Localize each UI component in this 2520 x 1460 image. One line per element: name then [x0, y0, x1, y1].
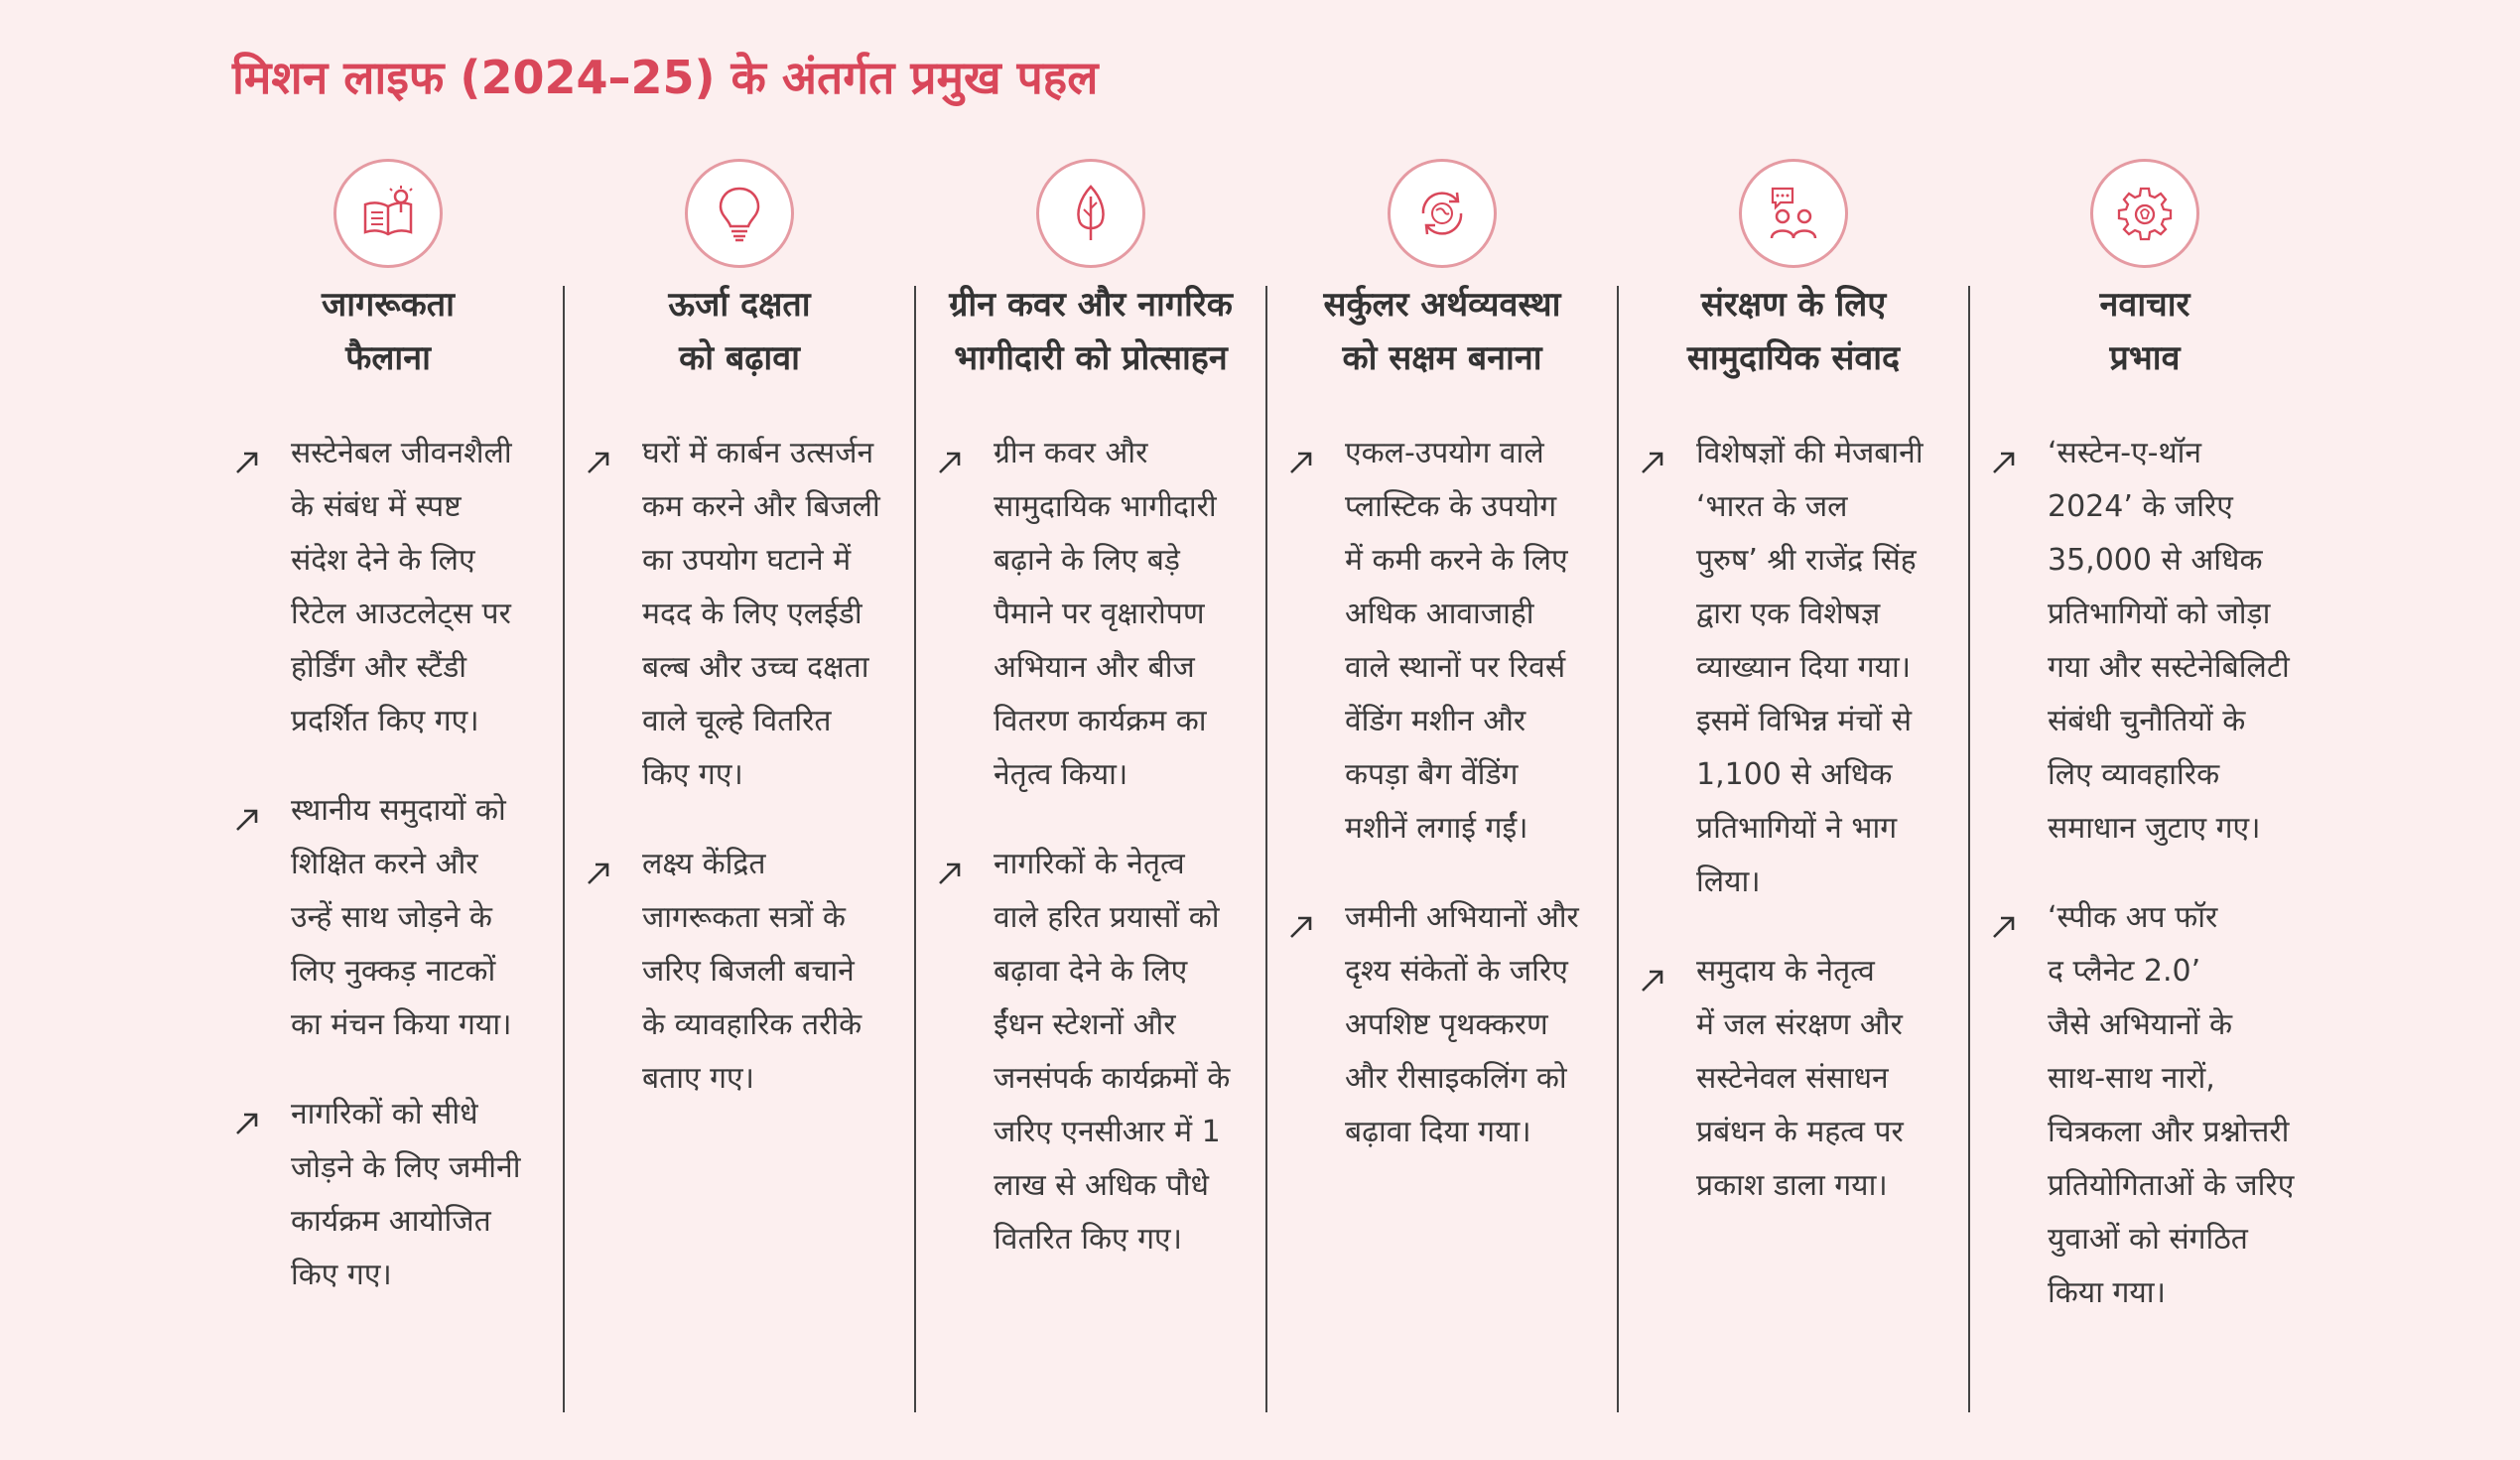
item-text-line: ‘स्पीक अप फॉर [2048, 900, 2218, 935]
item-text-line: युवाओं को संगठित [2048, 1222, 2248, 1257]
item-text-line: बढ़ावा देने के लिए [994, 954, 1188, 989]
item-text-line: ‘सस्टेन-ए-थॉन [2048, 436, 2202, 470]
item-text-line: साथ-साथ नारों, [2048, 1061, 2215, 1096]
initiative-column [1267, 157, 1617, 1419]
item-text-line: लिया। [1696, 864, 1761, 899]
item-text-line: बढ़ाने के लिए बड़े [994, 543, 1180, 578]
item-text-line: में कमी करने के लिए [1345, 543, 1568, 578]
item-text-line: ‘भारत के जल [1696, 489, 1848, 524]
item-text-line: इसमें विभिन्न मंचों से [1696, 704, 1913, 738]
bullet-list [1990, 427, 2318, 1356]
arrow-up-right-icon [1639, 441, 1666, 468]
arrow-up-right-icon [936, 441, 964, 468]
column-divider [1617, 286, 1619, 1412]
bullet-list [233, 427, 561, 1338]
item-text-line: घरों में कार्बन उत्सर्जन [642, 436, 874, 470]
initiative-column [565, 157, 914, 1419]
item-text-line: किए गए। [291, 1258, 392, 1292]
item-text-line: जैसे अभियानों के [2048, 1007, 2233, 1042]
item-text-line: कम करने और बिजली [642, 489, 880, 524]
list-item [1639, 427, 1966, 909]
item-text-line: जमीनी अभियानों और [1345, 900, 1579, 935]
arrow-up-right-icon [1287, 441, 1315, 468]
column-heading-line: नवाचार [2099, 285, 2190, 325]
column-divider [1968, 286, 1970, 1412]
column-heading [213, 278, 563, 385]
item-text-line: 35,000 से अधिक [2048, 543, 2263, 578]
item-text-line: 2024’ के जरिए [2048, 489, 2233, 524]
list-item [1990, 427, 2318, 856]
list-item [233, 784, 561, 1052]
item-text-line: अभियान और बीज [994, 650, 1195, 685]
column-divider [563, 286, 565, 1412]
column-heading-line: ग्रीन कवर और नागरिक [949, 285, 1233, 325]
item-text-line: वाले स्थानों पर रिवर्स [1345, 650, 1566, 685]
item-text-line: नेतृत्व किया। [994, 757, 1128, 792]
lightbulb-icon [685, 159, 794, 268]
initiative-column [1970, 157, 2320, 1419]
book-bulb-icon [333, 159, 443, 268]
column-heading-line: जागरूकता [322, 285, 455, 325]
item-text-line: के संबंध में स्पष्ट [291, 489, 462, 524]
item-text-line: वितरित किए गए। [994, 1222, 1183, 1257]
item-text-line: में जल संरक्षण और [1696, 1007, 1903, 1042]
item-text-line: रिटेल आउटलेट्स पर [291, 597, 511, 631]
item-text-line: व्याख्यान दिया गया। [1696, 650, 1912, 685]
community-chat-icon [1739, 159, 1848, 268]
arrow-up-right-icon [585, 441, 612, 468]
item-text-line: जरिए एनसीआर में 1 [994, 1115, 1221, 1149]
item-text-line: 1,100 से अधिक [1696, 757, 1893, 792]
item-text-line: सस्टेनेवल संसाधन [1696, 1061, 1889, 1096]
item-text-line: किया गया। [2048, 1275, 2166, 1310]
item-text-line: सामुदायिक भागीदारी [994, 489, 1217, 524]
arrow-up-right-icon [233, 798, 261, 826]
item-text-line: वाले चूल्हे वितरित [642, 704, 832, 738]
item-text-line: वेंडिंग मशीन और [1345, 704, 1526, 738]
arrow-up-right-icon [1639, 959, 1666, 987]
item-text-line: प्लास्टिक के उपयोग [1345, 489, 1557, 524]
item-text-line: मदद के लिए एलईडी [642, 597, 862, 631]
item-text-line: जनसंपर्क कार्यक्रमों के [994, 1061, 1231, 1096]
column-heading-line: भागीदारी को प्रोत्साहन [954, 338, 1228, 378]
arrow-up-right-icon [233, 1102, 261, 1129]
gear-icon [2090, 159, 2199, 268]
column-heading-line: सर्कुलर अर्थव्यवस्था [1323, 285, 1561, 325]
item-text-line: पैमाने पर वृक्षारोपण [994, 597, 1205, 631]
item-text-line: प्रकाश डाला गया। [1696, 1168, 1888, 1203]
item-text-line: किए गए। [642, 757, 743, 792]
page-title: मिशन लाइफ (2024–25) के अंतर्गत प्रमुख पहल [232, 51, 1099, 104]
item-text-line: एकल-उपयोग वाले [1345, 436, 1544, 470]
column-heading-line: प्रभाव [2109, 338, 2181, 378]
item-text-line: संबंधी चुनौतियों के [2048, 704, 2246, 738]
item-text-line: वाले हरित प्रयासों को [994, 900, 1220, 935]
item-text-line: शिक्षित करने और [291, 847, 478, 881]
column-heading [1267, 278, 1617, 385]
list-item [1639, 945, 1966, 1213]
column-heading [565, 278, 914, 385]
column-divider [914, 286, 916, 1412]
item-text-line: कार्यक्रम आयोजित [291, 1204, 491, 1239]
item-text-line: बल्ब और उच्च दक्षता [642, 650, 869, 685]
item-text-line: जागरूकता सत्रों के [642, 900, 846, 935]
item-text-line: प्रतिभागियों ने भाग [1696, 811, 1898, 846]
item-text-line: का मंचन किया गया। [291, 1007, 512, 1042]
list-item [585, 427, 912, 802]
list-item [1990, 891, 2318, 1320]
item-text-line: समाधान जुटाए गए। [2048, 811, 2261, 846]
recycle-icon [1388, 159, 1497, 268]
item-text-line: अधिक आवाजाही [1345, 597, 1534, 631]
item-text-line: और रीसाइकलिंग को [1345, 1061, 1567, 1096]
list-item [1287, 427, 1615, 856]
bullet-list [585, 427, 912, 1141]
item-text-line: लाख से अधिक पौधे [994, 1168, 1209, 1203]
item-text-line: स्थानीय समुदायों को [291, 793, 506, 828]
item-text-line: नागरिकों को सीधे [291, 1097, 478, 1131]
list-item [936, 427, 1263, 802]
item-text-line: चित्रकला और प्रश्नोत्तरी [2048, 1115, 2290, 1149]
arrow-up-right-icon [585, 852, 612, 879]
bullet-list [1287, 427, 1615, 1195]
item-text-line: दृश्य संकेतों के जरिए [1345, 954, 1568, 989]
item-text-line: बताए गए। [642, 1061, 754, 1096]
item-text-line: समुदाय के नेतृत्व [1696, 954, 1875, 989]
list-item [233, 427, 561, 748]
column-heading [1970, 278, 2320, 385]
initiative-column [916, 157, 1265, 1419]
column-heading-line: को बढ़ावा [679, 338, 800, 378]
column-heading [1619, 278, 1968, 385]
item-text-line: लिए व्यावहारिक [2048, 757, 2220, 792]
tree-icon [1036, 159, 1145, 268]
arrow-up-right-icon [1287, 905, 1315, 933]
item-text-line: सस्टेनेबल जीवनशैली [291, 436, 512, 470]
item-text-line: प्रतिभागियों को जोड़ा [2048, 597, 2271, 631]
column-heading-line: सामुदायिक संवाद [1686, 338, 1901, 378]
list-item [1287, 891, 1615, 1159]
item-text-line: द प्लैनेट 2.0’ [2048, 954, 2201, 989]
item-text-line: मशीनें लगाई गईं। [1345, 811, 1528, 846]
item-text-line: बढ़ावा दिया गया। [1345, 1115, 1531, 1149]
list-item [936, 838, 1263, 1266]
column-heading-line: संरक्षण के लिए [1700, 285, 1887, 325]
item-text-line: उन्हें साथ जोड़ने के [291, 900, 492, 935]
item-text-line: विशेषज्ञों की मेजबानी [1696, 436, 1923, 470]
item-text-line: पुरुष’ श्री राजेंद्र सिंह [1696, 543, 1917, 578]
item-text-line: प्रबंधन के महत्व पर [1696, 1115, 1904, 1149]
list-item [233, 1088, 561, 1302]
item-text-line: नागरिकों के नेतृत्व [994, 847, 1185, 881]
item-text-line: प्रदर्शित किए गए। [291, 704, 479, 738]
item-text-line: प्रतियोगिताओं के जरिए [2048, 1168, 2295, 1203]
list-item [585, 838, 912, 1106]
item-text-line: गया और सस्टेनेबिलिटी [2048, 650, 2290, 685]
item-text-line: संदेश देने के लिए [291, 543, 475, 578]
initiative-column [213, 157, 563, 1419]
initiative-column [1619, 157, 1968, 1419]
arrow-up-right-icon [233, 441, 261, 468]
item-text-line: लक्ष्य केंद्रित [642, 847, 766, 881]
item-text-line: होर्डिंग और स्टैंडी [291, 650, 467, 685]
item-text-line: लिए नुक्कड़ नाटकों [291, 954, 496, 989]
item-text-line: वितरण कार्यक्रम का [994, 704, 1207, 738]
item-text-line: कपड़ा बैग वेंडिंग [1345, 757, 1519, 792]
item-text-line: के व्यावहारिक तरीके [642, 1007, 862, 1042]
bullet-list [1639, 427, 1966, 1249]
column-divider [1265, 286, 1267, 1412]
item-text-line: जरिए बिजली बचाने [642, 954, 855, 989]
bullet-list [936, 427, 1263, 1302]
item-text-line: अपशिष्ट पृथक्करण [1345, 1007, 1548, 1042]
item-text-line: जोड़ने के लिए जमीनी [291, 1150, 521, 1185]
initiatives-grid [213, 157, 2308, 1419]
item-text-line: ग्रीन कवर और [994, 436, 1148, 470]
column-heading-line: ऊर्जा दक्षता [668, 285, 811, 325]
column-heading-line: को सक्षम बनाना [1342, 338, 1542, 378]
item-text-line: द्वारा एक विशेषज्ञ [1696, 597, 1881, 631]
item-text-line: ईंधन स्टेशनों और [994, 1007, 1176, 1042]
arrow-up-right-icon [936, 852, 964, 879]
column-heading [916, 278, 1265, 385]
column-heading-line: फैलाना [345, 338, 431, 378]
arrow-up-right-icon [1990, 905, 2018, 933]
arrow-up-right-icon [1990, 441, 2018, 468]
item-text-line: का उपयोग घटाने में [642, 543, 852, 578]
